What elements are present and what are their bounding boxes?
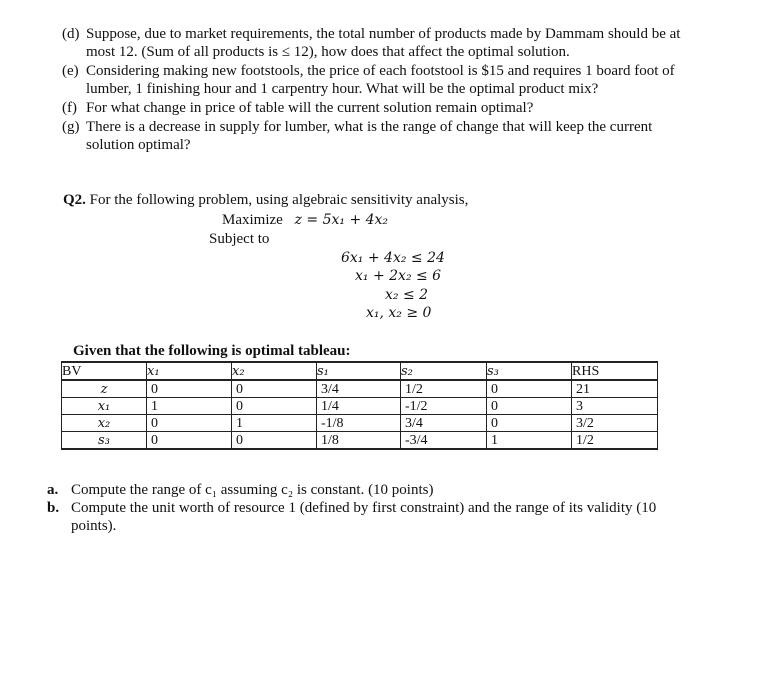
question-line: For what change in price of table will the current solution remain optimal? (86, 100, 534, 116)
part-label: b. (47, 500, 60, 516)
question-label: (f) (62, 100, 77, 116)
table-cell: 0 (487, 415, 572, 432)
header-s1: s₁ (317, 362, 401, 380)
table-cell: 0 (487, 398, 572, 415)
question-line: most 12. (Sum of all products is ≤ 12), how does that affect the optimal solution. (86, 44, 570, 60)
constraint-1: 6x₁ + 4x₂ ≤ 24 (341, 250, 445, 266)
table-cell: 0 (487, 380, 572, 398)
tableau-header-row (62, 362, 658, 380)
table-row (62, 415, 658, 432)
row-basic-variable: x₂ (62, 415, 147, 432)
table-cell: 3/4 (317, 380, 401, 398)
table-cell: 1/2 (572, 432, 658, 450)
table-cell: 3 (572, 398, 658, 415)
subject-to: Subject to (209, 231, 270, 247)
table-cell: 21 (572, 380, 658, 398)
objective-line (222, 212, 388, 229)
table-row (62, 432, 658, 450)
q2-intro (63, 192, 468, 209)
part-line: Compute the range of c₁ assuming c₂ is constant. (10 points) (71, 482, 434, 498)
table-cell: -1/2 (401, 398, 487, 415)
table-cell: 1 (487, 432, 572, 450)
question-line: lumber, 1 finishing hour and 1 carpentry hour. What will be the optimal product mix? (86, 81, 599, 97)
table-cell: 0 (232, 398, 317, 415)
table-cell: -1/8 (317, 415, 401, 432)
table-cell: 0 (147, 415, 232, 432)
question-label: (d) (62, 26, 80, 42)
constraint-3: x₂ ≤ 2 (385, 287, 429, 303)
question-line: Suppose, due to market requirements, the total number of products made by Dammam should be at (86, 26, 681, 42)
table-cell: 3/4 (401, 415, 487, 432)
constraint-2: x₁ + 2x₂ ≤ 6 (355, 268, 442, 284)
question-label: (g) (62, 119, 80, 135)
table-cell: 0 (232, 432, 317, 450)
row-basic-variable: s₃ (62, 432, 147, 450)
objective-function: z = 5x₁ + 4x₂ (294, 212, 389, 228)
row-basic-variable: x₁ (62, 398, 147, 415)
question-label: (e) (62, 63, 79, 79)
table-cell: 1 (147, 398, 232, 415)
q2-label: Q2. (63, 192, 86, 208)
table-cell: 0 (147, 380, 232, 398)
question-line: There is a decrease in supply for lumber, what is the range of change that will keep the current (86, 119, 653, 135)
header-x1: x₁ (147, 362, 232, 380)
header-s3: s₃ (487, 362, 572, 380)
row-basic-variable: z (62, 380, 147, 398)
question-line: solution optimal? (86, 137, 191, 153)
part-label: a. (47, 482, 59, 498)
tableau-caption: Given that the following is optimal tableau: (73, 343, 351, 359)
table-cell: 1/2 (401, 380, 487, 398)
header-bv: BV (62, 362, 147, 380)
table-cell: 1 (232, 415, 317, 432)
table-row (62, 380, 658, 398)
table-row (62, 398, 658, 415)
q2-intro-text: For the following problem, using algebraic sensitivity analysis, (89, 192, 469, 208)
header-s2: s₂ (401, 362, 487, 380)
optimal-tableau (61, 361, 658, 450)
table-cell: 1/8 (317, 432, 401, 450)
question-line: Considering making new footstools, the price of each footstool is $15 and requires 1 board foot of (86, 63, 675, 79)
maximize-word: Maximize (222, 212, 283, 228)
table-cell: 1/4 (317, 398, 401, 415)
part-line: points). (71, 518, 117, 534)
header-x2: x₂ (232, 362, 317, 380)
table-cell: 3/2 (572, 415, 658, 432)
part-line: Compute the unit worth of resource 1 (defined by first constraint) and the range of its validity (10 (71, 500, 657, 516)
constraint-nonneg: x₁, x₂ ≥ 0 (366, 305, 432, 321)
table-cell: 0 (232, 380, 317, 398)
table-cell: -3/4 (401, 432, 487, 450)
header-rhs: RHS (572, 362, 658, 380)
table-cell: 0 (147, 432, 232, 450)
